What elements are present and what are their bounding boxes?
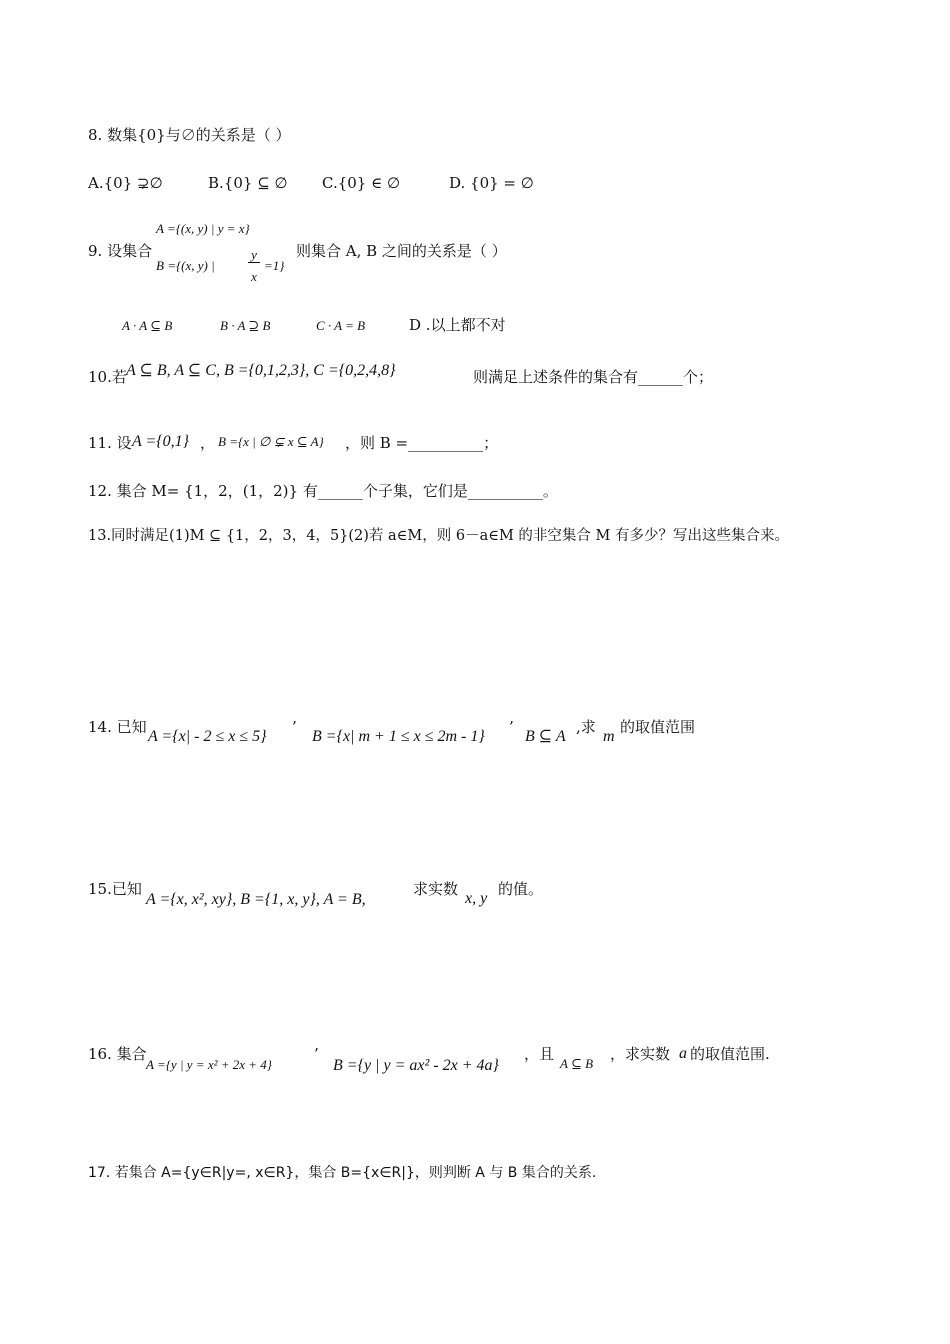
q14-variable: m xyxy=(603,728,615,745)
q16-tail: ，求实数 xyxy=(610,1045,671,1063)
q14-math-c: B ⊆ A xyxy=(525,728,566,745)
q16-mid: ，且 xyxy=(524,1045,555,1063)
q16-math-c: A ⊆ B xyxy=(560,1056,594,1071)
q16-comma: ’ xyxy=(314,1045,319,1063)
q15-tail: 求实数 xyxy=(413,880,459,898)
q13-text: 13.同时满足(1)M ⊆ {1，2，3，4，5}(2)若 a∈M，则 6－a∈M 的非空集合 M 有多少？写出这些集合来。 xyxy=(88,528,789,544)
q16-variable: a xyxy=(679,1045,687,1062)
q9-option-c: C · A = B xyxy=(316,318,366,333)
q11-math-b: B ={x | ∅ ⊊ x ⊆ A} xyxy=(218,434,324,449)
q9-set-b-left: B ={(x, y) | xyxy=(156,258,215,273)
q11-separator: ， xyxy=(200,434,216,452)
q14-math-b: B ={x| m + 1 ≤ x ≤ 2m - 1} xyxy=(312,728,485,745)
q10-question: 则满足上述条件的集合有______个； xyxy=(473,368,714,386)
q9-set-a: A ={(x, y) | y = x} xyxy=(156,221,250,236)
q9-question: 则集合 A, B 之间的关系是（ ） xyxy=(296,242,507,260)
q10-lead: 10.若 xyxy=(88,368,127,386)
q15-end: 的值。 xyxy=(498,880,544,898)
q15-variables: x, y xyxy=(465,890,488,907)
q11-question: ，则 B =__________； xyxy=(345,434,499,452)
q9-option-a: A · A ⊆ B xyxy=(122,318,173,333)
q17-text: 17. 若集合 A={y∈R|y=, x∈R}，集合 B={x∈R|}，则判断 A 与 B 集合的关系. xyxy=(88,1165,597,1181)
q16-lead: 16. 集合 xyxy=(88,1045,147,1063)
q16-end: 的取值范围. xyxy=(690,1045,770,1063)
q8-option-d: D. {0} = ∅ xyxy=(449,174,534,192)
q9-label: 9. 设集合 xyxy=(88,242,153,260)
q16-math-b: B ={y | y = ax² - 2x + 4a} xyxy=(333,1057,499,1074)
q8-option-b: B.{0} ⊆ ∅ xyxy=(208,174,288,192)
q8-option-c: C.{0} ∈ ∅ xyxy=(322,174,401,192)
q8-option-a: A.{0} ⊋∅ xyxy=(88,174,163,192)
q12-text: 12. 集合 M= {1，2，(1，2)} 有______个子集，它们是__________。 xyxy=(88,482,558,500)
q14-comma-1: ’ xyxy=(292,718,297,736)
q15-math: A ={x, x², xy}, B ={1, x, y}, A = B, xyxy=(146,891,366,908)
q11-lead: 11. 设 xyxy=(88,434,132,452)
q11-math-a: A ={0,1} xyxy=(132,433,190,450)
q9-set-b-right: =1} xyxy=(264,258,285,273)
q10-math: A ⊆ B, A ⊆ C, B ={0,1,2,3}, C ={0,2,4,8} xyxy=(126,362,396,379)
q15-lead: 15.已知 xyxy=(88,880,142,898)
q9-frac-numerator: y xyxy=(248,248,260,263)
q14-math-a: A ={x| - 2 ≤ x ≤ 5} xyxy=(148,728,267,745)
q9-option-d: D .以上都不对 xyxy=(409,316,506,334)
q14-tail: ,求 xyxy=(576,718,596,736)
q14-comma-2: ’ xyxy=(509,718,514,736)
q16-math-a: A ={y | y = x² + 2x + 4} xyxy=(146,1057,272,1072)
q14-end: 的取值范围 xyxy=(620,718,696,736)
q9-frac-denominator: x xyxy=(251,269,257,284)
q14-lead: 14. 已知 xyxy=(88,718,147,736)
q8-stem: 8. 数集{0}与∅的关系是（ ） xyxy=(88,126,291,144)
q9-option-b: B · A ⊇ B xyxy=(220,318,271,333)
